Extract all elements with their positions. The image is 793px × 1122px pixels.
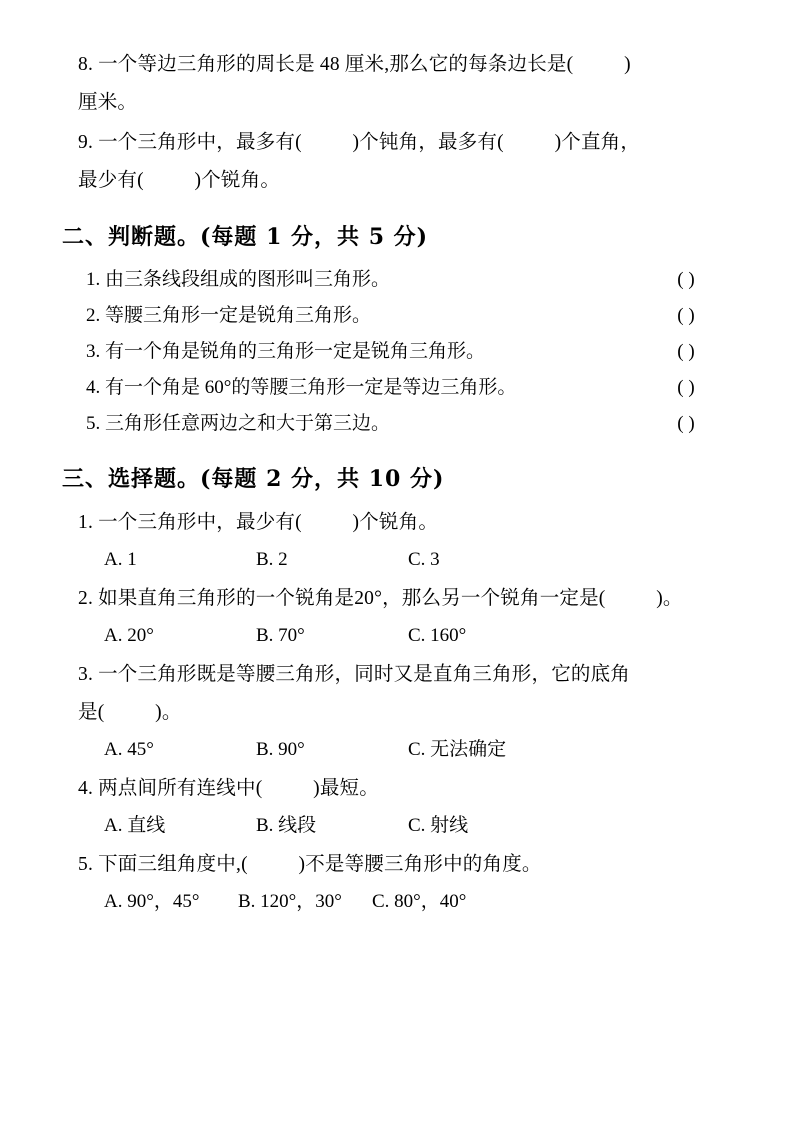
worksheet-content (62, 44, 734, 920)
tf-item-4-answer-box[interactable]: ( ) (677, 377, 695, 398)
choice-item-4-option-b[interactable]: B. 线段 (256, 815, 317, 836)
choice-item-3 (62, 656, 734, 768)
section-three-list (62, 504, 734, 920)
choice-item-2 (62, 580, 734, 654)
tf-item-2-answer-box[interactable]: ( ) (677, 305, 695, 326)
choice-item-5-option-a[interactable]: A. 90°，45° (104, 891, 200, 912)
tf-item-4 (62, 370, 734, 406)
choice-item-2-stem: 2. 如果直角三角形的一个锐角是20°，那么另一个锐角一定是( )。 (78, 588, 683, 609)
choice-item-5 (62, 846, 734, 920)
choice-item-5-option-b[interactable]: B. 120°，30° (238, 891, 342, 912)
tf-item-5 (62, 406, 734, 442)
choice-item-1 (62, 504, 734, 578)
choice-item-3-stem-line-1: 3. 一个三角形既是等腰三角形，同时又是直角三角形，它的底角 (78, 664, 631, 685)
section-two-list (62, 262, 734, 442)
tf-item-5-text: 5. 三角形任意两边之和大于第三边。 (86, 413, 391, 434)
choice-item-2-option-a[interactable]: A. 20° (104, 625, 154, 646)
tf-item-1 (62, 262, 734, 298)
tf-item-3 (62, 334, 734, 370)
choice-item-1-option-c[interactable]: C. 3 (408, 549, 440, 570)
question-9-line-1: 9. 一个三角形中，最多有( )个钝角，最多有( )个直角， (78, 132, 641, 153)
question-8 (62, 46, 734, 122)
question-9-line-2: 最少有( )个锐角。 (78, 170, 281, 191)
question-8-line-1: 8. 一个等边三角形的周长是 48 厘米,那么它的每条边长是( ) (78, 54, 631, 75)
choice-item-4-options (62, 808, 734, 844)
choice-item-3-options (62, 732, 734, 768)
choice-item-3-option-c[interactable]: C. 无法确定 (408, 739, 507, 760)
choice-item-5-option-c[interactable]: C. 80°，40° (372, 891, 467, 912)
choice-item-4-option-a[interactable]: A. 直线 (104, 815, 166, 836)
choice-item-5-stem: 5. 下面三组角度中,( )不是等腰三角形中的角度。 (78, 854, 542, 875)
tf-item-3-text: 3. 有一个角是锐角的三角形一定是锐角三角形。 (86, 341, 486, 362)
tf-item-1-text: 1. 由三条线段组成的图形叫三角形。 (86, 269, 391, 290)
choice-item-1-option-a[interactable]: A. 1 (104, 549, 137, 570)
choice-item-2-options (62, 618, 734, 654)
tf-item-2-text: 2. 等腰三角形一定是锐角三角形。 (86, 305, 372, 326)
choice-item-3-stem-line-2: 是( )。 (78, 702, 182, 723)
choice-item-4-stem: 4. 两点间所有连线中( )最短。 (78, 778, 379, 799)
choice-item-4 (62, 770, 734, 844)
question-8-line-2: 厘米。 (78, 92, 138, 113)
choice-item-2-option-b[interactable]: B. 70° (256, 625, 305, 646)
tf-item-2 (62, 298, 734, 334)
choice-item-4-option-c[interactable]: C. 射线 (408, 815, 469, 836)
tf-item-3-answer-box[interactable]: ( ) (677, 341, 695, 362)
question-9 (62, 124, 734, 200)
choice-item-1-options (62, 542, 734, 578)
section-two-heading: 二、判断题。(每题 1 分，共 5 分) (62, 224, 429, 250)
tf-item-5-answer-box[interactable]: ( ) (677, 413, 695, 434)
choice-item-3-option-a[interactable]: A. 45° (104, 739, 154, 760)
section-three-heading: 三、选择题。(每题 2 分，共 10 分) (62, 466, 445, 492)
choice-item-3-option-b[interactable]: B. 90° (256, 739, 305, 760)
tf-item-4-text: 4. 有一个角是 60°的等腰三角形一定是等边三角形。 (86, 377, 517, 398)
choice-item-1-stem: 1. 一个三角形中，最少有( )个锐角。 (78, 512, 439, 533)
tf-item-1-answer-box[interactable]: ( ) (677, 269, 695, 290)
choice-item-5-options (62, 884, 734, 920)
choice-item-1-option-b[interactable]: B. 2 (256, 549, 288, 570)
choice-item-2-option-c[interactable]: C. 160° (408, 625, 467, 646)
